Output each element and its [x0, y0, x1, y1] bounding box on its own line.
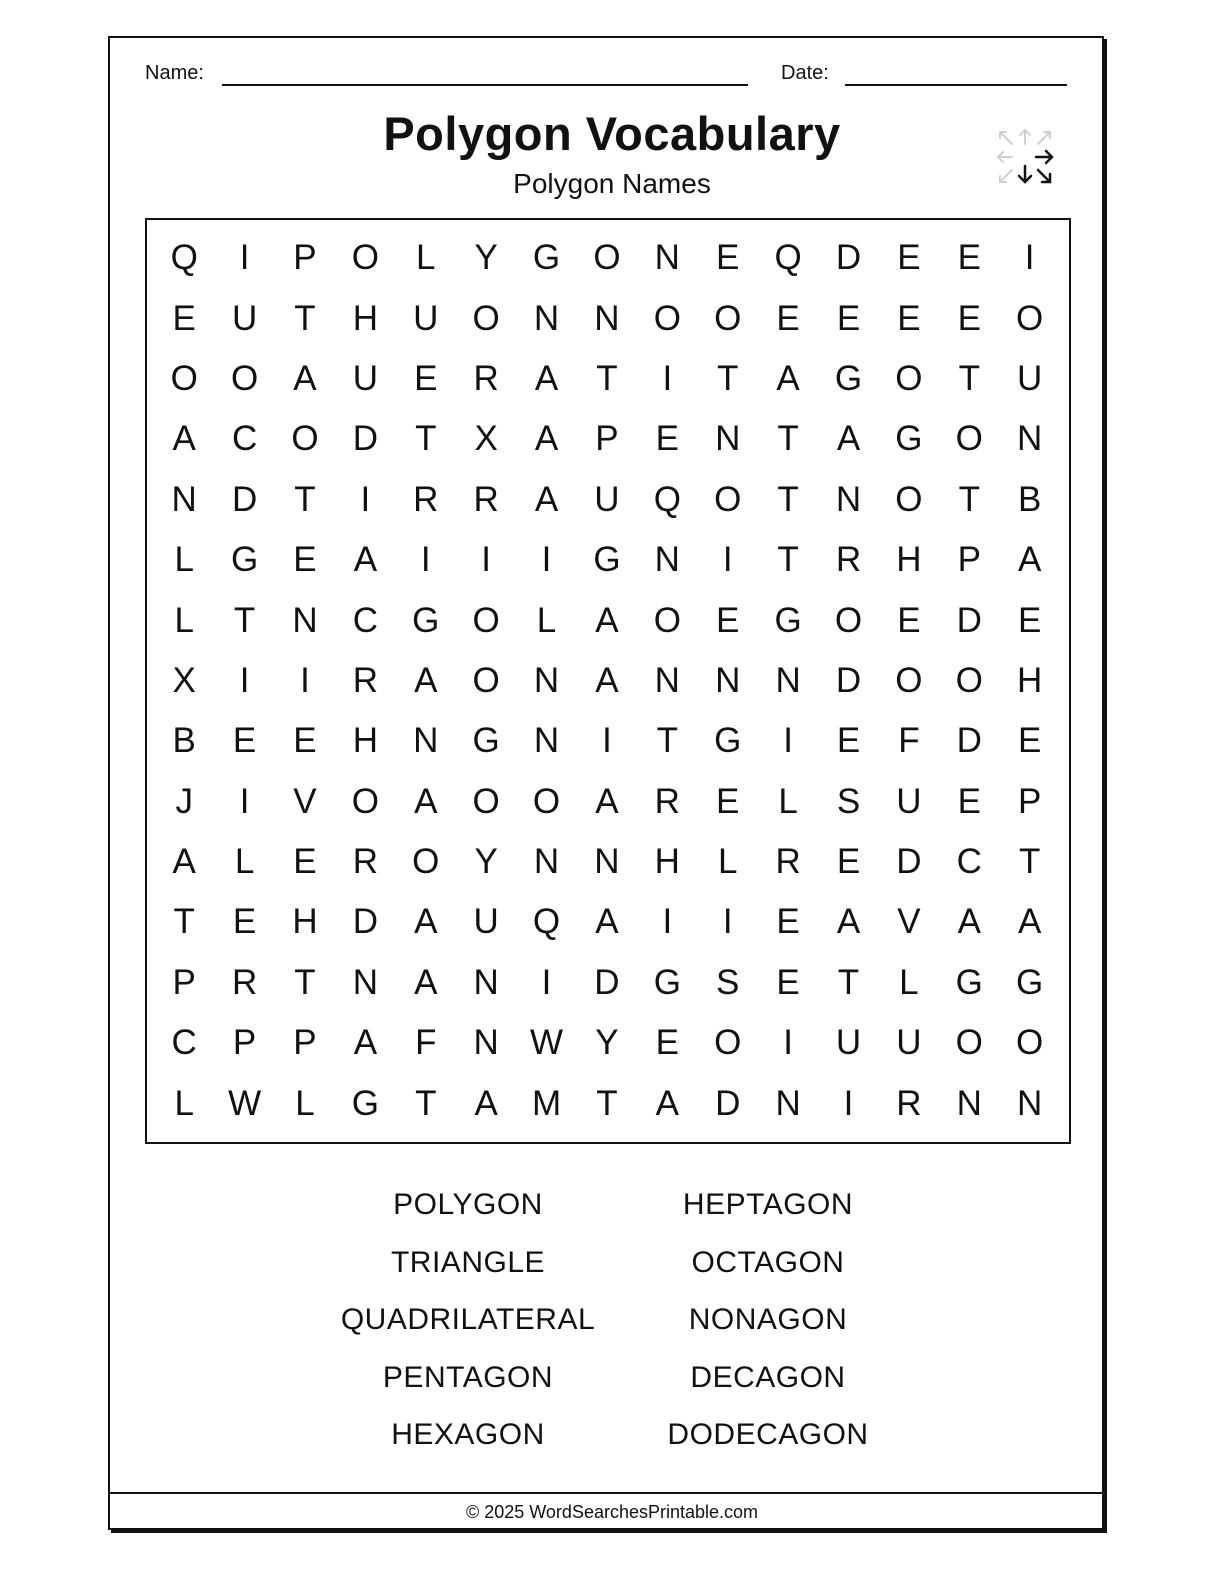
- grid-letter[interactable]: T: [777, 419, 799, 459]
- grid-letter[interactable]: I: [360, 479, 371, 519]
- grid-letter[interactable]: E: [957, 238, 981, 278]
- grid-letter[interactable]: C: [352, 600, 378, 640]
- grid-letter[interactable]: L: [234, 842, 255, 882]
- grid-letter[interactable]: G: [351, 1083, 379, 1123]
- grid-letter[interactable]: O: [1016, 298, 1044, 338]
- grid-letter[interactable]: H: [654, 842, 680, 882]
- grid-letter[interactable]: O: [653, 298, 681, 338]
- date-field[interactable]: [845, 84, 1067, 86]
- grid-letter[interactable]: G: [1016, 962, 1044, 1002]
- grid-letter[interactable]: T: [596, 1083, 618, 1123]
- grid-letter[interactable]: N: [533, 298, 560, 338]
- grid-letter[interactable]: H: [292, 902, 318, 942]
- grid-letter[interactable]: Y: [595, 1023, 619, 1063]
- grid-letter[interactable]: N: [292, 600, 318, 640]
- grid-letter[interactable]: P: [293, 238, 317, 278]
- grid-letter[interactable]: L: [295, 1083, 315, 1123]
- grid-letter[interactable]: I: [481, 540, 492, 580]
- grid-letter[interactable]: R: [352, 842, 378, 882]
- grid-letter[interactable]: E: [414, 358, 438, 398]
- grid-letter[interactable]: E: [172, 298, 196, 338]
- grid-letter[interactable]: R: [896, 1083, 922, 1123]
- grid-letter[interactable]: N: [594, 298, 620, 338]
- word-list-item: DODECAGON: [667, 1418, 869, 1451]
- grid-letter[interactable]: G: [230, 540, 259, 580]
- grid-letter[interactable]: N: [654, 660, 680, 700]
- grid-letter[interactable]: I: [783, 1023, 793, 1063]
- grid-letter[interactable]: D: [352, 419, 378, 459]
- grid-letter[interactable]: U: [1017, 358, 1043, 398]
- grid-letter[interactable]: E: [232, 902, 257, 942]
- grid-letter[interactable]: E: [232, 721, 257, 761]
- grid-letter[interactable]: P: [172, 962, 196, 1002]
- grid-letter[interactable]: O: [230, 358, 259, 398]
- grid-letter[interactable]: S: [836, 781, 861, 821]
- word-list-item: NONAGON: [688, 1303, 848, 1336]
- grid-letter[interactable]: N: [654, 540, 680, 580]
- grid-letter[interactable]: A: [1017, 540, 1042, 580]
- grid-letter[interactable]: N: [1017, 419, 1043, 459]
- word-list-item: OCTAGON: [691, 1245, 845, 1279]
- word-list-item: PENTAGON: [382, 1360, 554, 1394]
- grid-letter[interactable]: H: [352, 721, 378, 761]
- grid-letter[interactable]: A: [836, 419, 861, 459]
- grid-letter[interactable]: R: [473, 358, 499, 398]
- grid-letter[interactable]: R: [654, 781, 680, 821]
- grid-letter[interactable]: E: [655, 419, 679, 459]
- grid-letter[interactable]: R: [473, 479, 499, 519]
- grid-letter[interactable]: T: [777, 479, 799, 519]
- grid-letter[interactable]: A: [172, 419, 196, 459]
- grid-letter[interactable]: E: [836, 842, 861, 882]
- grid-letter[interactable]: A: [293, 358, 317, 398]
- grid-letter[interactable]: D: [835, 238, 862, 278]
- grid-letter[interactable]: E: [776, 962, 800, 1002]
- grid-letter[interactable]: B: [172, 721, 196, 761]
- grid-letter[interactable]: L: [174, 600, 194, 640]
- grid-letter[interactable]: D: [835, 660, 862, 700]
- grid-letter[interactable]: N: [352, 962, 378, 1002]
- grid-letter[interactable]: E: [897, 238, 921, 278]
- grid-letter[interactable]: G: [653, 962, 681, 1002]
- grid-letter[interactable]: G: [955, 962, 983, 1002]
- grid-letter[interactable]: O: [532, 781, 561, 821]
- grid-letter[interactable]: I: [662, 902, 673, 942]
- grid-letter[interactable]: N: [533, 721, 560, 761]
- grid-letter[interactable]: P: [1017, 781, 1042, 821]
- grid-letter[interactable]: F: [898, 721, 920, 761]
- grid-letter[interactable]: T: [294, 479, 316, 519]
- grid-letter[interactable]: P: [293, 1023, 317, 1063]
- grid-letter[interactable]: O: [895, 479, 923, 519]
- grid-letter[interactable]: A: [414, 660, 438, 700]
- arrows-directions-icon: [994, 126, 1056, 188]
- grid-letter[interactable]: N: [956, 1083, 982, 1123]
- grid-letter[interactable]: Q: [532, 902, 561, 942]
- grid-letter[interactable]: Q: [653, 479, 681, 519]
- grid-letter[interactable]: N: [835, 479, 862, 519]
- grid-letter[interactable]: G: [412, 600, 440, 640]
- grid-letter[interactable]: G: [532, 238, 561, 278]
- grid-letter[interactable]: J: [175, 781, 193, 821]
- grid-letter[interactable]: I: [1024, 238, 1035, 278]
- grid-letter[interactable]: L: [416, 238, 436, 278]
- grid-letter[interactable]: D: [956, 721, 982, 761]
- grid-letter[interactable]: X: [172, 660, 196, 700]
- grid-letter[interactable]: G: [895, 419, 923, 459]
- grid-letter[interactable]: L: [717, 842, 738, 882]
- grid-letter[interactable]: E: [776, 902, 800, 942]
- grid-letter[interactable]: T: [173, 902, 195, 942]
- grid-letter[interactable]: N: [715, 419, 741, 459]
- grid-letter[interactable]: R: [835, 540, 862, 580]
- grid-letter[interactable]: O: [895, 358, 923, 398]
- grid-letter[interactable]: O: [472, 660, 500, 700]
- grid-letter[interactable]: O: [472, 298, 500, 338]
- footer-divider: [108, 1492, 1104, 1494]
- grid-letter[interactable]: T: [415, 1083, 437, 1123]
- grid-letter[interactable]: W: [530, 1023, 564, 1063]
- grid-letter[interactable]: A: [474, 1083, 498, 1123]
- word-list-item: POLYGON: [393, 1188, 543, 1221]
- grid-letter[interactable]: M: [531, 1083, 562, 1123]
- grid-letter[interactable]: O: [955, 1023, 983, 1063]
- grid-letter[interactable]: O: [291, 419, 319, 459]
- grid-letter[interactable]: E: [1017, 721, 1042, 761]
- grid-letter[interactable]: E: [776, 298, 800, 338]
- grid-letter[interactable]: L: [899, 962, 919, 1002]
- grid-letter[interactable]: E: [716, 600, 740, 640]
- grid-letter[interactable]: D: [715, 1083, 741, 1123]
- grid-letter[interactable]: V: [293, 781, 317, 821]
- grid-letter[interactable]: R: [352, 660, 378, 700]
- grid-letter[interactable]: E: [655, 1023, 679, 1063]
- grid-letter[interactable]: T: [777, 540, 799, 580]
- grid-letter[interactable]: C: [956, 842, 982, 882]
- grid-letter[interactable]: E: [836, 298, 861, 338]
- grid-letter[interactable]: G: [593, 540, 621, 580]
- grid-letter[interactable]: Y: [474, 842, 498, 882]
- grid-letter[interactable]: A: [957, 902, 981, 942]
- grid-letter[interactable]: A: [836, 902, 861, 942]
- grid-letter[interactable]: U: [352, 358, 378, 398]
- grid-letter[interactable]: T: [958, 358, 980, 398]
- grid-letter[interactable]: W: [228, 1083, 262, 1123]
- grid-letter[interactable]: I: [239, 238, 250, 278]
- grid-letter[interactable]: P: [595, 419, 619, 459]
- grid-letter[interactable]: N: [775, 1083, 801, 1123]
- grid-letter[interactable]: D: [594, 962, 620, 1002]
- grid-letter[interactable]: A: [534, 419, 559, 459]
- grid-letter[interactable]: U: [594, 479, 620, 519]
- grid-letter[interactable]: I: [541, 962, 552, 1002]
- grid-letter[interactable]: A: [595, 600, 619, 640]
- grid-letter[interactable]: A: [353, 1023, 378, 1063]
- grid-letter[interactable]: X: [474, 419, 498, 459]
- grid-letter[interactable]: N: [594, 842, 620, 882]
- grid-letter[interactable]: O: [714, 298, 742, 338]
- grid-letter[interactable]: I: [783, 721, 793, 761]
- grid-letter[interactable]: T: [1018, 842, 1041, 882]
- grid-letter[interactable]: U: [473, 902, 499, 942]
- grid-letter[interactable]: I: [722, 902, 733, 942]
- grid-letter[interactable]: R: [231, 962, 258, 1002]
- name-field[interactable]: [222, 84, 748, 86]
- grid-letter[interactable]: T: [294, 962, 316, 1002]
- grid-letter[interactable]: O: [955, 419, 983, 459]
- grid-letter[interactable]: O: [1016, 1023, 1044, 1063]
- grid-letter[interactable]: D: [896, 842, 922, 882]
- footer-copyright: © 2025 WordSearchesPrintable.com: [465, 1502, 759, 1522]
- grid-letter[interactable]: A: [1017, 902, 1042, 942]
- grid-letter[interactable]: E: [957, 298, 981, 338]
- grid-letter[interactable]: U: [896, 1023, 922, 1063]
- grid-letter[interactable]: I: [722, 540, 733, 580]
- grid-letter[interactable]: T: [294, 298, 316, 338]
- grid-letter[interactable]: U: [231, 298, 258, 338]
- grid-letter[interactable]: E: [716, 238, 740, 278]
- grid-letter[interactable]: S: [716, 962, 740, 1002]
- grid-letter[interactable]: H: [352, 298, 378, 338]
- grid-letter[interactable]: E: [897, 600, 921, 640]
- grid-letter[interactable]: O: [593, 238, 621, 278]
- grid-letter[interactable]: D: [956, 600, 982, 640]
- grid-letter[interactable]: I: [300, 660, 310, 700]
- grid-letter[interactable]: U: [413, 298, 439, 338]
- puzzle-grid: [154, 228, 1060, 1134]
- grid-letter[interactable]: G: [774, 600, 802, 640]
- word-list-item: DECAGON: [690, 1360, 846, 1394]
- page-subtitle: Polygon Names: [513, 168, 711, 199]
- grid-letter[interactable]: L: [778, 781, 798, 821]
- grid-letter[interactable]: I: [420, 540, 431, 580]
- word-list: [318, 1176, 918, 1464]
- grid-letter[interactable]: Q: [774, 238, 802, 278]
- grid-letter[interactable]: E: [957, 781, 981, 821]
- grid-letter[interactable]: O: [714, 1023, 742, 1063]
- grid-letter[interactable]: A: [353, 540, 378, 580]
- grid-letter[interactable]: O: [351, 238, 379, 278]
- grid-letter[interactable]: I: [662, 358, 673, 398]
- grid-letter[interactable]: N: [473, 962, 499, 1002]
- grid-letter[interactable]: P: [957, 540, 981, 580]
- grid-letter[interactable]: N: [1017, 1083, 1043, 1123]
- word-list-item: TRIANGLE: [390, 1245, 546, 1279]
- grid-letter[interactable]: V: [897, 902, 921, 942]
- grid-letter[interactable]: I: [602, 721, 612, 761]
- grid-letter[interactable]: D: [352, 902, 378, 942]
- grid-letter[interactable]: L: [536, 600, 557, 640]
- grid-letter[interactable]: R: [775, 842, 801, 882]
- grid-letter[interactable]: N: [654, 238, 680, 278]
- grid-letter[interactable]: A: [595, 902, 619, 942]
- grid-letter[interactable]: T: [415, 419, 437, 459]
- grid-letter[interactable]: Y: [474, 238, 498, 278]
- grid-letter[interactable]: T: [717, 358, 739, 398]
- grid-letter[interactable]: B: [1017, 479, 1042, 519]
- grid-letter[interactable]: G: [472, 721, 500, 761]
- grid-letter[interactable]: I: [239, 660, 250, 700]
- grid-letter[interactable]: A: [655, 1083, 679, 1123]
- grid-letter[interactable]: C: [231, 419, 258, 459]
- grid-letter[interactable]: E: [1017, 600, 1042, 640]
- grid-letter[interactable]: A: [414, 781, 438, 821]
- grid-letter[interactable]: O: [834, 600, 863, 640]
- grid-letter[interactable]: N: [715, 660, 741, 700]
- grid-letter[interactable]: U: [896, 781, 922, 821]
- grid-letter[interactable]: U: [835, 1023, 862, 1063]
- grid-letter[interactable]: N: [413, 721, 439, 761]
- grid-letter[interactable]: R: [413, 479, 439, 519]
- grid-letter[interactable]: H: [1017, 660, 1043, 700]
- grid-letter[interactable]: N: [775, 660, 801, 700]
- grid-letter[interactable]: L: [174, 1083, 194, 1123]
- grid-letter[interactable]: N: [171, 479, 197, 519]
- grid-letter[interactable]: A: [172, 842, 196, 882]
- grid-letter[interactable]: A: [414, 962, 438, 1002]
- grid-letter[interactable]: E: [836, 721, 861, 761]
- word-list-item: HEXAGON: [391, 1418, 545, 1451]
- grid-letter[interactable]: A: [595, 781, 619, 821]
- grid-letter[interactable]: N: [473, 1023, 499, 1063]
- grid-letter[interactable]: Q: [170, 238, 198, 278]
- grid-letter[interactable]: E: [293, 540, 317, 580]
- grid-letter[interactable]: T: [656, 721, 679, 761]
- word-list-item: QUADRILATERAL: [340, 1303, 596, 1336]
- grid-letter[interactable]: O: [472, 600, 500, 640]
- date-label: Date:: [781, 62, 829, 84]
- grid-letter[interactable]: O: [653, 600, 681, 640]
- grid-letter[interactable]: N: [533, 660, 560, 700]
- grid-letter[interactable]: G: [834, 358, 863, 398]
- page-title: Polygon Vocabulary: [383, 107, 841, 160]
- grid-letter[interactable]: H: [896, 540, 922, 580]
- grid-letter[interactable]: E: [716, 781, 740, 821]
- grid-letter[interactable]: P: [232, 1023, 257, 1063]
- grid-letter[interactable]: E: [293, 721, 317, 761]
- grid-letter[interactable]: A: [414, 902, 438, 942]
- grid-letter[interactable]: A: [534, 358, 559, 398]
- grid-letter[interactable]: N: [533, 842, 560, 882]
- grid-letter[interactable]: F: [415, 1023, 437, 1063]
- grid-letter[interactable]: E: [897, 298, 921, 338]
- grid-letter[interactable]: O: [351, 781, 379, 821]
- grid-letter[interactable]: A: [595, 660, 619, 700]
- name-label: Name:: [145, 62, 204, 84]
- grid-letter[interactable]: D: [231, 479, 258, 519]
- grid-letter[interactable]: I: [843, 1083, 854, 1123]
- grid-letter[interactable]: O: [955, 660, 983, 700]
- grid-letter[interactable]: I: [541, 540, 552, 580]
- grid-letter[interactable]: O: [412, 842, 440, 882]
- word-list-item: HEPTAGON: [682, 1188, 854, 1221]
- grid-letter[interactable]: O: [472, 781, 500, 821]
- grid-letter[interactable]: O: [895, 660, 923, 700]
- grid-letter[interactable]: T: [596, 358, 618, 398]
- grid-letter[interactable]: O: [714, 479, 742, 519]
- grid-letter[interactable]: L: [174, 540, 194, 580]
- grid-letter[interactable]: I: [239, 781, 250, 821]
- grid-letter[interactable]: A: [534, 479, 559, 519]
- grid-letter[interactable]: G: [714, 721, 742, 761]
- grid-letter[interactable]: T: [233, 600, 256, 640]
- grid-letter[interactable]: T: [958, 479, 980, 519]
- grid-letter[interactable]: C: [171, 1023, 197, 1063]
- grid-letter[interactable]: T: [837, 962, 860, 1002]
- grid-letter[interactable]: A: [776, 358, 800, 398]
- grid-letter[interactable]: O: [170, 358, 198, 398]
- grid-letter[interactable]: E: [293, 842, 317, 882]
